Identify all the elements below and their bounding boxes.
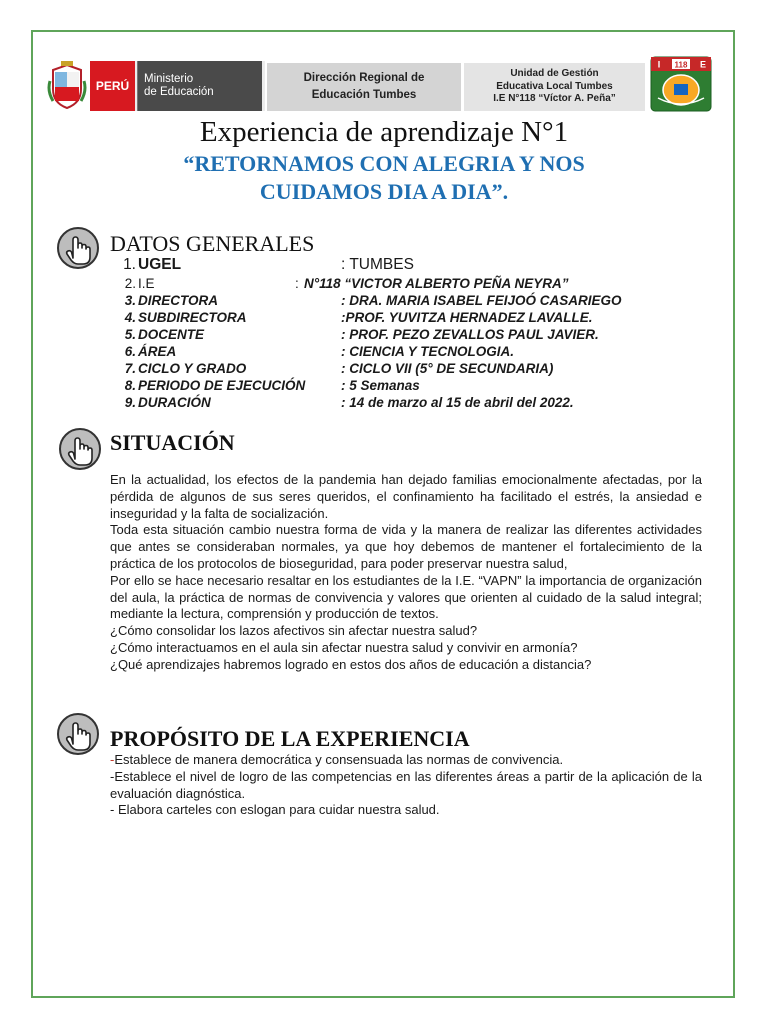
item-label: DURACIÓN [138,395,211,410]
dre-line-2: Educación Tumbes [311,89,417,101]
list-item [112,276,712,293]
proposito-body [110,752,702,819]
school-logo-icon [650,56,712,112]
proposito-line-1 [110,752,702,769]
situacion-paragraph-1: En la actualidad, los efectos de la pandemia han dejado familias emocionalmente afectadas, por la pérdida de algunos de sus seres queridos, el confinamiento ha facilitado el estrés, la ansiedad e inseguridad y la falta de socialización. [110,472,702,521]
peru-coat-of-arms-icon [47,61,87,111]
list-item [112,344,712,361]
list-item [112,361,712,378]
ugel-line-2: Educativa Local Tumbes [496,80,613,92]
ministerio-line-1: Ministerio [144,73,194,85]
situacion-paragraph-3: Por ello se hace necesario resaltar en los estudiantes de la I.E. “VAPN” la importancia de organización del aula, la práctica de normas de convivencia y valores que orienten al cuidado de la salud integral; mediante la lectura, comprensión y producción de textos. [110,572,702,622]
item-value: N°118 “VICTOR ALBERTO PEÑA NEYRA” [304,276,569,291]
item-value: : TUMBES [341,256,414,273]
item-number: 4. [124,310,136,325]
ministerio-line-2: de Educación [144,86,214,98]
item-label: SUBDIRECTORA [138,310,247,325]
item-value: : DRA. MARIA ISABEL FEIJOÓ CASARIEGO [341,293,622,308]
situacion-body [110,472,702,674]
item-number: 2. [124,276,136,291]
dre-line-1: Dirección Regional de [303,72,425,84]
subtitle-line-2: CUIDAMOS DIA A DIA”. [259,179,509,204]
item-value: : PROF. PEZO ZEVALLOS PAUL JAVIER. [341,327,599,342]
subtitle-line-1: “RETORNAMOS CON ALEGRIA Y NOS [183,151,585,176]
item-number: 6. [124,344,136,359]
situacion-question-3: ¿Qué aprendizajes habremos logrado en estos dos años de educación a distancia? [110,656,592,672]
item-value: : 5 Semanas [341,378,420,393]
pointing-hand-icon [58,427,102,471]
item-value: : CIENCIA Y TECNOLOGIA. [341,344,515,359]
situacion-question-2: ¿Cómo interactuamos en el aula sin afectar nuestra salud y convivir en armonía? [110,639,578,655]
page-title: Experiencia de aprendizaje N°1 [199,116,569,148]
dre-label [267,63,461,111]
ugel-line-3: I.E N°118 “Víctor A. Peña” [493,93,616,105]
item-number: 9. [124,395,136,410]
item-value: : CICLO VII (5° DE SECUNDARIA) [341,361,554,376]
item-number: 3. [124,293,136,308]
list-item [112,310,712,327]
item-colon: : [295,276,299,291]
item-label: ÁREA [138,344,177,359]
list-item [112,378,712,395]
pointing-hand-icon [56,712,100,756]
proposito-line-2: -Establece el nivel de logro de las competencias en las diferentes áreas a partir de la aplicación de la evaluación diagnóstica. [110,768,702,801]
proposito-heading: PROPÓSITO DE LA EXPERIENCIA [110,726,470,751]
situacion-question-1: ¿Cómo consolidar los lazos afectivos sin afectar nuestra salud? [110,623,478,639]
datos-generales-heading: DATOS GENERALES [110,231,315,256]
item-label: DIRECTORA [138,293,219,308]
proposito-line-1-text: Establece de manera democrática y consensuada las normas de convivencia. [114,752,564,767]
ministerio-label [137,61,262,111]
item-value: : 14 de marzo al 15 de abril del 2022. [341,395,574,410]
ugel-label [464,63,645,111]
item-label: UGEL [138,256,182,273]
item-label: I.E [138,276,155,291]
school-logo-number: 118 [674,60,688,70]
item-label: CICLO Y GRADO [138,361,247,376]
proposito-line-3: - Elabora carteles con eslogan para cuidar nuestra salud. [110,802,440,818]
ugel-line-1: Unidad de Gestión [510,68,599,80]
bullet-dash: - [110,752,115,767]
item-label: PERIODO DE EJECUCIÓN [138,378,306,393]
experience-subtitle [0,150,768,206]
situacion-heading: SITUACIÓN [110,430,235,455]
item-label: DOCENTE [138,327,205,342]
item-value: :PROF. YUVITZA HERNADEZ LAVALLE. [341,310,593,325]
pointing-hand-icon [56,226,100,270]
datos-generales-list [112,256,712,412]
school-logo-e: E [699,59,707,70]
list-item [112,395,712,412]
item-number: 7. [124,361,136,376]
peru-label: PERÚ [90,61,135,111]
item-number: 5. [124,327,136,342]
item-number: 8. [124,378,136,393]
list-item [112,256,712,276]
list-item [112,327,712,344]
situacion-paragraph-2: Toda esta situación cambio nuestra forma de vida y la manera de realizar las diferentes actividades que antes se consideraban normales, ya que hoy debemos de mantener el fortalecimiento de la práctica de los protocolos de bioseguridad, para poder preservar nuestra salud, [110,522,702,571]
list-item [112,293,712,310]
item-number: 1. [123,256,136,273]
school-logo-i: I [657,59,661,70]
